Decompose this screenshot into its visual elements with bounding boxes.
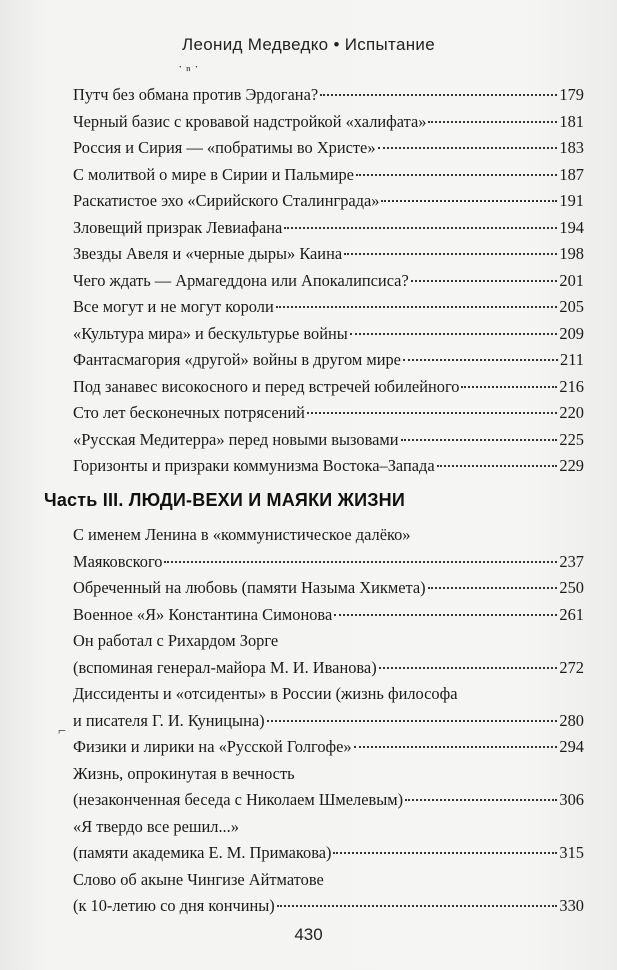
toc-entry bbox=[73, 82, 584, 109]
toc-entry-title: Физики и лирики на «Русской Голгофе» bbox=[73, 737, 352, 756]
toc-entry bbox=[73, 374, 584, 401]
toc-entry-page: 183 bbox=[559, 138, 584, 157]
toc-entry-page: 315 bbox=[559, 843, 584, 862]
toc-entry-title: Под занавес високосного и перед встречей юбилейного bbox=[73, 376, 460, 396]
toc-part3-list bbox=[73, 522, 584, 920]
toc-entry-page: 306 bbox=[559, 790, 584, 809]
toc-entry-page: 250 bbox=[559, 578, 584, 597]
toc-entry-page: 261 bbox=[559, 604, 584, 624]
leader-dots bbox=[320, 94, 557, 96]
pencil-mark-top: ˙ ⁿ ˙ bbox=[178, 64, 199, 79]
toc-entry-page: 209 bbox=[559, 323, 584, 343]
toc-entry bbox=[73, 162, 584, 189]
pencil-mark-side: ⌐ bbox=[58, 724, 66, 739]
toc-entry-title: (к 10-летию со дня кончины) bbox=[73, 896, 275, 915]
toc-entry-line1: Диссиденты и «отсиденты» в России (жизнь философа bbox=[73, 684, 458, 703]
toc-entry-page: 205 bbox=[559, 297, 584, 316]
toc-entry bbox=[73, 734, 584, 761]
toc-entry-title: Черный базис с кровавой надстройкой «халифата» bbox=[73, 111, 427, 131]
toc-entry-page: 220 bbox=[559, 403, 584, 422]
toc-entry bbox=[73, 761, 584, 814]
toc-entry-title: «Русская Медитерра» перед новыми вызовами bbox=[73, 429, 399, 449]
toc-entry-line1: С именем Ленина в «коммунистическое далёко» bbox=[73, 525, 411, 544]
toc-entry bbox=[73, 628, 584, 681]
leader-dots bbox=[344, 253, 557, 255]
leader-dots bbox=[428, 587, 558, 589]
toc-entry-page: 181 bbox=[559, 111, 584, 131]
toc-entry-line1: Слово об акыне Чингизе Айтматове bbox=[73, 869, 324, 889]
toc-part2-list bbox=[73, 82, 584, 480]
toc-entry-title: С молитвой о мире в Сирии и Пальмире bbox=[73, 164, 354, 184]
toc-entry-title: (памяти академика Е. М. Примакова) bbox=[73, 843, 332, 862]
toc-entry bbox=[73, 321, 584, 348]
toc-entry-title: (незаконченная беседа с Николаем Шмелевым) bbox=[73, 790, 404, 809]
toc-entry bbox=[73, 135, 584, 162]
toc-entry-title: Военное «Я» Константина Симонова bbox=[73, 604, 333, 624]
leader-dots bbox=[350, 333, 558, 335]
toc-entry bbox=[73, 400, 584, 427]
toc-entry bbox=[73, 215, 584, 242]
leader-dots bbox=[354, 746, 558, 748]
toc-entry-page: 272 bbox=[559, 657, 584, 677]
toc-entry-page: 225 bbox=[559, 429, 584, 449]
leader-dots bbox=[437, 465, 558, 467]
part-heading: Часть III. ЛЮДИ-ВЕХИ И МАЯКИ ЖИЗНИ bbox=[44, 490, 406, 510]
toc-entry-title: Все могут и не могут короли bbox=[73, 297, 274, 316]
toc-entry-page: 191 bbox=[559, 191, 584, 210]
toc-entry-page: 330 bbox=[559, 896, 584, 915]
leader-dots bbox=[333, 852, 557, 854]
leader-dots bbox=[428, 121, 557, 123]
toc-entry-page: 294 bbox=[559, 737, 584, 756]
page-number: 430 bbox=[294, 925, 323, 944]
toc-entry bbox=[73, 241, 584, 268]
toc-entry-title: Чего ждать — Армагеддона или Апокалипсиса? bbox=[73, 270, 409, 290]
toc-entry-title: Путч без обмана против Эрдогана? bbox=[73, 85, 319, 104]
toc-entry-title: Россия и Сирия — «побратимы во Христе» bbox=[73, 138, 376, 157]
toc-entry bbox=[73, 294, 584, 321]
toc-entry bbox=[73, 867, 584, 920]
toc-entry-line1: Жизнь, опрокинутая в вечность bbox=[73, 763, 295, 783]
toc-entry-title: Горизонты и призраки коммунизма Востока–Запада bbox=[73, 456, 435, 475]
toc-entry-page: 280 bbox=[559, 710, 584, 730]
leader-dots bbox=[276, 306, 558, 308]
toc-entry-page: 179 bbox=[559, 85, 584, 104]
toc-entry-page: 211 bbox=[560, 350, 584, 369]
toc-entry-title: Маяковского bbox=[73, 551, 163, 571]
toc-entry-line1: «Я твердо все решил...» bbox=[73, 816, 239, 836]
leader-dots bbox=[401, 439, 558, 441]
leader-dots bbox=[403, 359, 558, 361]
toc-entry bbox=[73, 188, 584, 215]
toc-entry bbox=[73, 814, 584, 867]
leader-dots bbox=[284, 227, 557, 229]
toc-entry-title: Раскатистое эхо «Сирийского Сталинграда» bbox=[73, 191, 380, 210]
toc-entry bbox=[73, 453, 584, 480]
toc-entry-page: 229 bbox=[559, 456, 584, 475]
toc-entry bbox=[73, 602, 584, 629]
leader-dots bbox=[277, 905, 558, 907]
toc-entry bbox=[73, 427, 584, 454]
leader-dots bbox=[164, 561, 557, 563]
leader-dots bbox=[411, 280, 558, 282]
leader-dots bbox=[405, 799, 557, 801]
toc-entry-page: 194 bbox=[559, 217, 584, 237]
toc-entry bbox=[73, 681, 584, 734]
toc-entry-title: Сто лет бесконечных потрясений bbox=[73, 403, 305, 422]
running-header: Леонид Медведко • Испытание bbox=[182, 35, 435, 54]
toc-entry-title: и писателя Г. И. Куницына) bbox=[73, 710, 265, 730]
toc-entry-page: 187 bbox=[559, 164, 584, 184]
leader-dots bbox=[379, 667, 558, 669]
toc-entry bbox=[73, 268, 584, 295]
toc-entry-title: Обреченный на любовь (памяти Назыма Хикмета) bbox=[73, 578, 426, 597]
toc-entry-title: Зловещий призрак Левиафана bbox=[73, 217, 283, 237]
toc-entry bbox=[73, 347, 584, 374]
leader-dots bbox=[356, 174, 557, 176]
toc-entry bbox=[73, 522, 584, 575]
toc-entry-title: Фантасмагория «другой» войны в другом мире bbox=[73, 350, 401, 369]
leader-dots bbox=[334, 614, 557, 616]
toc-entry-page: 201 bbox=[559, 270, 584, 290]
toc-entry-page: 216 bbox=[559, 376, 584, 396]
toc-entry bbox=[73, 109, 584, 136]
leader-dots bbox=[267, 720, 558, 722]
toc-entry-page: 198 bbox=[559, 244, 584, 263]
leader-dots bbox=[378, 147, 558, 149]
leader-dots bbox=[461, 386, 557, 388]
leader-dots bbox=[307, 412, 557, 414]
toc-entry-title: Звезды Авеля и «черные дыры» Каина bbox=[73, 244, 343, 263]
toc-entry-page: 237 bbox=[559, 551, 584, 571]
leader-dots bbox=[381, 200, 557, 202]
toc-entry-line1: Он работал с Рихардом Зорге bbox=[73, 631, 279, 650]
toc-entry-title: «Культура мира» и бескультурье войны bbox=[73, 323, 348, 343]
toc-entry-title: (вспоминая генерал-майора М. И. Иванова) bbox=[73, 657, 377, 677]
toc-entry bbox=[73, 575, 584, 602]
